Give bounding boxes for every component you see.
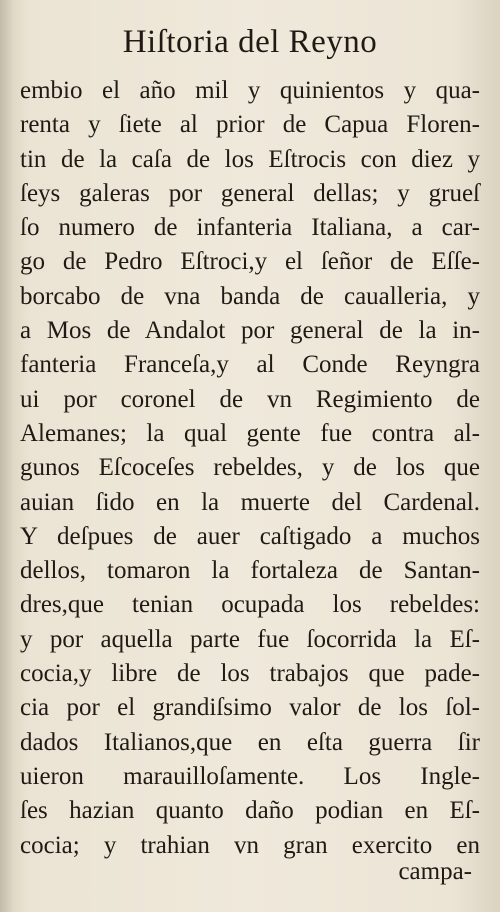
text-line: cocia; y trahian vn gran exercito en — [20, 831, 480, 859]
text-line: auian ſido en la muerte del Cardenal. — [20, 488, 480, 516]
text-line: tin de la caſa de los Eſtrocis con diez y — [20, 145, 480, 173]
text-line: borcabo de vna banda de caualleria, y — [20, 282, 480, 310]
text-line: cocia,y libre de los trabajos que pade- — [20, 660, 480, 688]
text-line: a Mos de Andalot por general de la in- — [20, 317, 480, 345]
text-line: dellos, tomaron la fortaleza de Santan- — [20, 557, 480, 585]
gutter-shadow — [0, 0, 14, 912]
text-line: ſeys galeras por general dellas; y grueſ — [20, 179, 480, 207]
body-text — [20, 74, 480, 863]
text-line: Alemanes; la qual gente fue contra al- — [20, 419, 480, 447]
text-line: go de Pedro Eſtroci,y el ſeñor de Eſſe- — [20, 248, 480, 276]
text-line: y por aquella parte fue ſocorrida la Eſ- — [20, 625, 480, 653]
text-line: dados Italianos,que en eſta guerra ſir — [20, 728, 480, 756]
catchword: campa- — [398, 858, 472, 885]
text-line: gunos Eſcoceſes rebeldes, y de los que — [20, 454, 480, 482]
text-line: Y deſpues de auer caſtigado a muchos — [20, 522, 480, 550]
running-head: Hiſtoria del Reyno — [122, 24, 378, 60]
text-line: dres,que tenian ocupada los rebeldes: — [20, 591, 480, 619]
text-line: renta y ſiete al prior de Capua Floren- — [20, 111, 480, 139]
text-line: ui por coronel de vn Regimiento de — [20, 385, 480, 413]
text-line: uieron marauilloſamente. Los Ingle- — [20, 762, 480, 790]
text-line: ſes hazian quanto daño podian en Eſ- — [20, 797, 480, 825]
text-line: cia por el grandiſsimo valor de los ſol- — [20, 694, 480, 722]
text-line: embio el año mil y quinientos y qua- — [20, 77, 480, 104]
text-line: ſo numero de infanteria Italiana, a car- — [20, 214, 480, 242]
text-line: fanteria Franceſa,y al Conde Reyngra — [20, 351, 480, 379]
